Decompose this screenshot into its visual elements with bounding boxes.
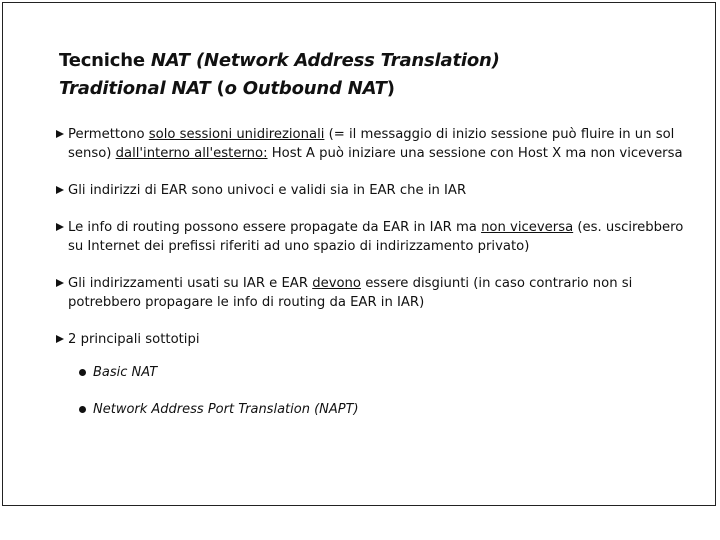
bullet-arrow-icon [56,279,64,287]
bullet-item [55,125,695,163]
bullet-underlined-text: solo sessioni unidirezionali [148,127,325,142]
sub-bullet-text: Network Address Port Translation (NAPT) [93,402,359,417]
bullet-arrow-icon [56,186,64,194]
bullet-text: Le info di routing possono essere propagate da EAR in IAR ma [68,220,482,235]
bullet-arrow-icon [56,223,64,231]
bullet-arrow-icon [56,130,64,138]
bullet-item [55,274,695,312]
title-prefix: Tecniche [59,50,151,71]
bullet-text: (es. uscirebbero su Internet dei prefissi riferiti ad uno spazio di indirizzamento privato) [68,220,684,254]
bullet-list [55,125,695,419]
bullet-text: essere disgiunti (in caso contrario non si potrebbero propagare le info di routing da EAR in IAR) [68,276,633,310]
bullet-text: Gli indirizzi di EAR sono univoci e validi sia in EAR che in IAR [68,183,467,198]
bullet-underlined-text: dall'interno all'esterno: [115,146,268,161]
title-outbound-nat: o Outbound NAT [224,78,387,99]
bullet-dot-icon [79,406,86,413]
sub-bullet-item [55,400,695,419]
bullet-item [55,181,695,200]
bullet-arrow-icon [56,335,64,343]
title-line-1 [59,47,699,75]
bullet-item [55,218,695,256]
title-traditional-nat: Traditional NAT [59,78,211,99]
title-paren-close: ) [386,78,395,99]
bullet-underlined-text: devono [312,276,361,291]
bullet-dot-icon [79,369,86,376]
bullet-text: Host A può iniziare una sessione con Host X ma non viceversa [267,146,683,161]
slide [2,2,716,506]
bullet-item [55,330,695,349]
title-paren-open: ( [210,78,225,99]
sub-bullet-item [55,363,695,382]
title-line-2 [59,75,699,103]
bullet-text: Permettono [68,127,149,142]
bullet-text: (= il messaggio di inizio sessione può fluire in un sol senso) [68,127,675,161]
bullet-text: 2 principali sottotipi [68,332,200,347]
slide-title [59,47,699,103]
title-nat-term: NAT (Network Address Translation) [150,50,500,71]
sub-bullet-text: Basic NAT [93,365,158,380]
bullet-text: Gli indirizzamenti usati su IAR e EAR [68,276,313,291]
bullet-underlined-text: non viceversa [481,220,574,235]
